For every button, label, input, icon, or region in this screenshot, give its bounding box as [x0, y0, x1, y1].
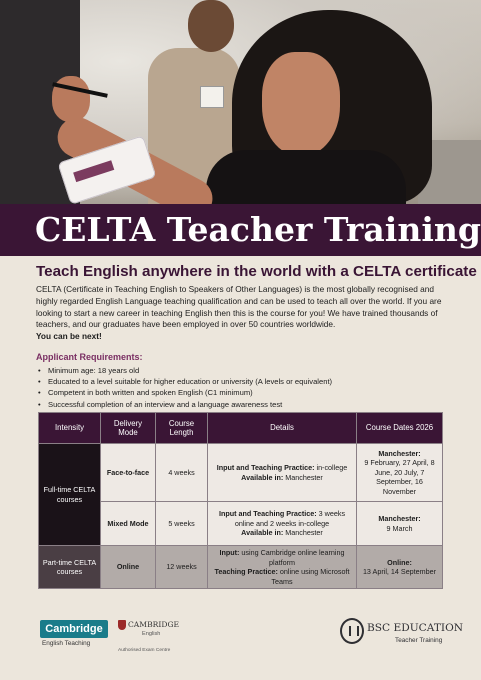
header-intensity: Intensity	[39, 413, 101, 444]
cell-mode: Face-to-face	[101, 444, 156, 502]
cell-mode: Mixed Mode	[101, 502, 156, 546]
dates-value: 9 February, 27 April, 8 June, 20 July, 7 September, 16 November	[364, 458, 435, 496]
intro-text: CELTA (Certificate in Teaching English to Speakers of Other Languages) is the most globally recognised and highly regarded English Language teaching qualification and can be used to teach all over the world. If you are looking to start a new career in teaching English then this is the course for you! We have trained thousands of teachers, and our graduates have been employed in over 50 countries worldwide.	[36, 284, 442, 330]
dates-place: Manchester:	[378, 448, 421, 458]
cambridge-logo-subtitle: English Teaching	[42, 640, 91, 647]
bsc-logo-subtitle: Teacher Training	[395, 637, 443, 644]
intro-cta: You can be next!	[36, 331, 102, 342]
cell-length: 12 weeks	[156, 546, 208, 589]
dates-value: 9 March	[386, 523, 413, 533]
cell-dates	[357, 444, 443, 502]
bsc-logo-name: BSC EDUCATION	[367, 622, 464, 634]
cell-details	[208, 502, 357, 546]
photo-student-face	[262, 52, 340, 156]
bsc-logo-icon	[340, 618, 364, 644]
uc-logo-caption: Authorised Exam Centre	[118, 648, 171, 653]
photo-lanyard-badge	[200, 86, 224, 108]
dates-value: 13 April, 14 September	[362, 567, 437, 576]
page-title: CELTA Teacher Training	[35, 210, 481, 249]
details-label: Input:	[219, 548, 240, 557]
dates-place: Online:	[387, 557, 412, 567]
intro-paragraph	[36, 284, 448, 343]
main-content	[36, 262, 477, 410]
crest-icon	[118, 620, 126, 630]
header-course-dates: Course Dates 2026	[357, 413, 443, 444]
cell-intensity-fulltime: Full-time CELTA courses	[39, 444, 101, 546]
details-value: 3 weeks online and 2 weeks in-college	[234, 509, 346, 528]
requirements-title: Applicant Requirements:	[36, 351, 143, 362]
list-item: • Minimum age: 18 years old	[36, 365, 448, 376]
list-item: • Competent in both written and spoken English (C1 minimum)	[36, 387, 448, 398]
cambridge-english-logo: Cambridge	[40, 620, 108, 638]
cell-length: 5 weeks	[156, 502, 208, 546]
details-value: online using Microsoft Teams	[271, 567, 350, 586]
details-label: Teaching Practice:	[214, 567, 278, 576]
photo-student-shirt	[206, 150, 406, 204]
requirements-list	[36, 365, 448, 410]
details-label: Input and Teaching Practice:	[216, 463, 315, 472]
table-header-row	[39, 413, 443, 444]
list-item: • Educated to a level suitable for higher education or university (A levels or equivalent)	[36, 376, 448, 387]
details-value: Manchester	[283, 472, 323, 482]
uc-logo-name: CAMBRIDGE	[128, 620, 180, 629]
uc-logo-sub: English	[142, 631, 161, 637]
details-value: using Cambridge online learning platform	[239, 548, 345, 567]
details-label: Available in:	[241, 528, 284, 538]
table-row	[39, 546, 443, 589]
list-item: • Successful completion of an interview and a language awareness test	[36, 399, 448, 410]
title-banner	[0, 204, 481, 256]
details-label: Input and Teaching Practice:	[218, 509, 317, 519]
dates-place: Manchester:	[378, 514, 421, 523]
cell-intensity-parttime: Part-time CELTA courses	[39, 546, 101, 589]
header-details: Details	[208, 413, 357, 444]
cell-dates	[357, 546, 443, 589]
footer	[0, 612, 481, 680]
cell-dates	[357, 502, 443, 546]
headline: Teach English anywhere in the world with a CELTA certificate	[36, 263, 477, 280]
cell-details	[208, 444, 357, 502]
header-course-length: Course Length	[156, 413, 208, 444]
cell-length: 4 weeks	[156, 444, 208, 502]
cell-details	[208, 546, 357, 589]
details-value: in-college	[314, 463, 348, 472]
cell-mode: Online	[101, 546, 156, 589]
courses-table	[38, 412, 443, 589]
hero-photo	[0, 0, 481, 204]
details-value: Manchester	[283, 528, 323, 538]
table-row	[39, 444, 443, 502]
details-label: Available in:	[241, 472, 284, 482]
header-delivery-mode: Delivery Mode	[101, 413, 156, 444]
photo-teacher-head	[188, 0, 234, 52]
